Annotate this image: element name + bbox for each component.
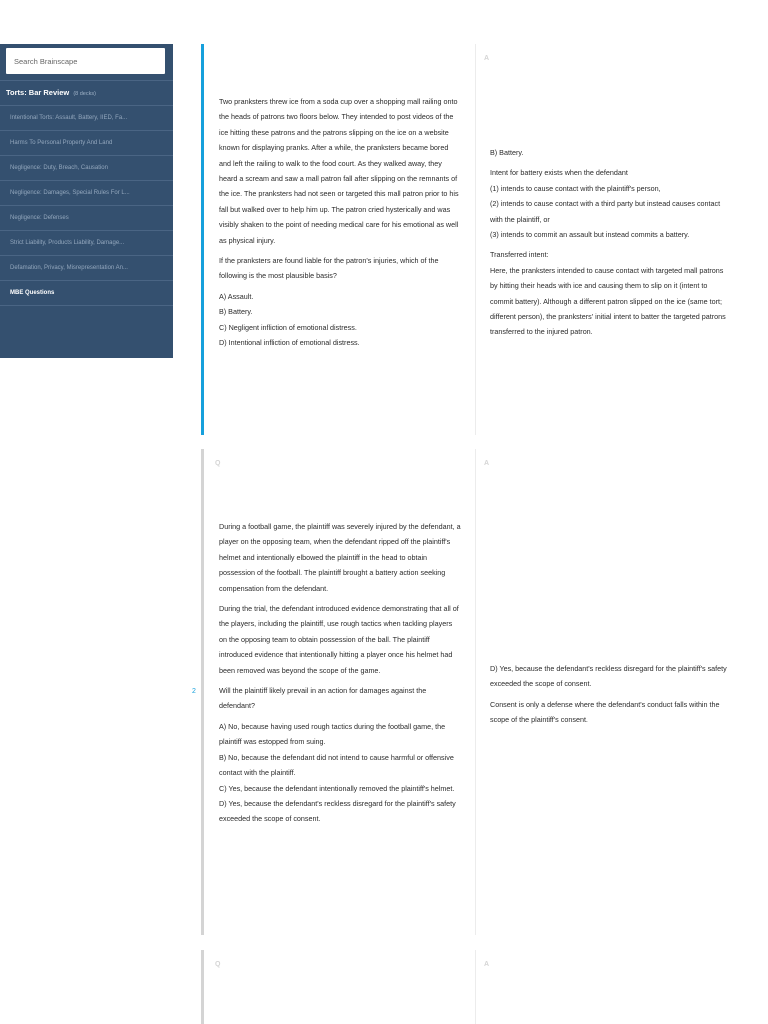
card-active-indicator <box>201 44 204 435</box>
option: B) Battery. <box>219 307 253 317</box>
pack-title-text: Torts: Bar Review <box>6 88 70 97</box>
question-label: Q <box>215 961 221 968</box>
card-divider <box>475 449 476 935</box>
pack-deck-count: (8 decks) <box>73 91 96 97</box>
pack-title[interactable] <box>0 81 173 106</box>
card-divider <box>475 950 476 1024</box>
answer-line: Transferred intent: <box>490 250 549 260</box>
question-text <box>219 519 461 827</box>
deck-list <box>0 106 173 306</box>
answer-paragraph: Consent is only a defense where the defendant's conduct falls within the scope of the plaintiff's consent. <box>490 699 720 725</box>
option-list <box>219 719 461 827</box>
card-indicator <box>201 449 204 935</box>
card-indicator <box>201 950 204 1024</box>
sidebar-deck-item[interactable]: Negligence: Damages, Special Rules For L... <box>0 181 173 206</box>
answer-paragraph <box>490 247 732 339</box>
sidebar-deck-item[interactable]: MBE Questions <box>0 281 173 306</box>
answer-text <box>490 145 732 345</box>
sidebar-deck-item[interactable]: Strict Liability, Products Liability, Damage... <box>0 231 173 256</box>
search-container <box>0 44 173 81</box>
search-input[interactable] <box>6 48 165 74</box>
question-paragraph: During a football game, the plaintiff was severely injured by the defendant, a player on the opposing team, when the defendant ripped off the plaintiff's helmet and intentionally elbowed the plaintiff in the head to obtain possession of the football. The plaintiff brought a battery action seeking compensation from the defendant. <box>219 522 461 593</box>
answer-label: A <box>484 55 490 62</box>
option: C) Negligent infliction of emotional distress. <box>219 322 357 332</box>
answer-line: Intent for battery exists when the defendant <box>490 168 628 178</box>
question-paragraph: If the pranksters are found liable for the patron's injuries, which of the following is the most plausible basis? <box>219 256 439 281</box>
sidebar <box>0 44 173 358</box>
question-label: Q <box>215 460 221 467</box>
option: D) Yes, because the defendant's reckless disregard for the plaintiff's safety exceeded the scope of consent. <box>219 798 456 824</box>
question-paragraph: Two pranksters threw ice from a soda cup over a shopping mall railing onto the heads of patrons two floors below. They intended to post videos of the ice hitting these patrons and the patrons slipping on the ice on a website known for displaying pranks. After a while, the pranksters became bored and left the railing to walk to the food court. As they walked away, they heard a scream and saw a mall patron fall after slipping on the remnants of the ice. The pranksters had not seen or targeted this mall patron prior to his fall but walked over to help him up. The patron cried hysterically and was visibly shaken to the point of needing medical care for his emotional as well as physical injury. <box>219 97 459 245</box>
answer-line: (2) intends to cause contact with a third party but instead causes contact with the plaintiff, or <box>490 199 721 224</box>
card-divider <box>475 44 476 435</box>
option-list <box>219 289 461 351</box>
card-number: 2 <box>192 688 196 695</box>
question-text <box>219 94 461 351</box>
answer-text <box>490 661 732 733</box>
sidebar-deck-item[interactable]: Defamation, Privacy, Misrepresentation An... <box>0 256 173 281</box>
option: C) Yes, because the defendant intentionally removed the plaintiff's helmet. <box>219 783 455 793</box>
flashcard-2[interactable] <box>192 449 768 935</box>
question-paragraph: During the trial, the defendant introduced evidence demonstrating that all of the players, including the plaintiff, use rough tactics when tackling players on the opposing team to obtain possession of the ball. The plaintiff introduced evidence that intentionally hitting a player once his helmet had been removed was beyond the scope of the game. <box>219 604 459 675</box>
answer-label: A <box>484 460 490 467</box>
sidebar-deck-item[interactable]: Negligence: Defenses <box>0 206 173 231</box>
option: A) Assault. <box>219 291 254 301</box>
answer-line: (1) intends to cause contact with the plaintiff's person, <box>490 183 661 193</box>
answer-paragraph <box>490 165 732 242</box>
answer-line: (3) intends to commit an assault but instead commits a battery. <box>490 230 690 240</box>
option: A) No, because having used rough tactics during the football game, the plaintiff was estopped from suing. <box>219 721 446 747</box>
answer-paragraph: D) Yes, because the defendant's reckless disregard for the plaintiff's safety exceeded the scope of consent. <box>490 664 727 689</box>
flashcard-1[interactable] <box>201 44 768 435</box>
answer-label: A <box>484 961 490 968</box>
sidebar-deck-item[interactable]: Negligence: Duty, Breach, Causation <box>0 156 173 181</box>
answer-paragraph: B) Battery. <box>490 148 524 157</box>
flashcard-3[interactable] <box>201 950 768 1024</box>
sidebar-deck-item[interactable]: Harms To Personal Property And Land <box>0 131 173 156</box>
answer-line: Here, the pranksters intended to cause contact with targeted mall patrons by hitting their heads with ice and causing them to slip on it (intent to commit battery). Although a different patron slipped on the ice (same tort; different person), the pranksters' initial intent to batter the targeted patrons transferred to the injured patron. <box>490 265 726 337</box>
option: D) Intentional infliction of emotional distress. <box>219 338 360 348</box>
sidebar-deck-item[interactable]: Intentional Torts: Assault, Battery, IIED, Fa... <box>0 106 173 131</box>
option: B) No, because the defendant did not intend to cause harmful or offensive contact with the plaintiff. <box>219 752 454 778</box>
question-paragraph: Will the plaintiff likely prevail in an action for damages against the defendant? <box>219 686 427 711</box>
